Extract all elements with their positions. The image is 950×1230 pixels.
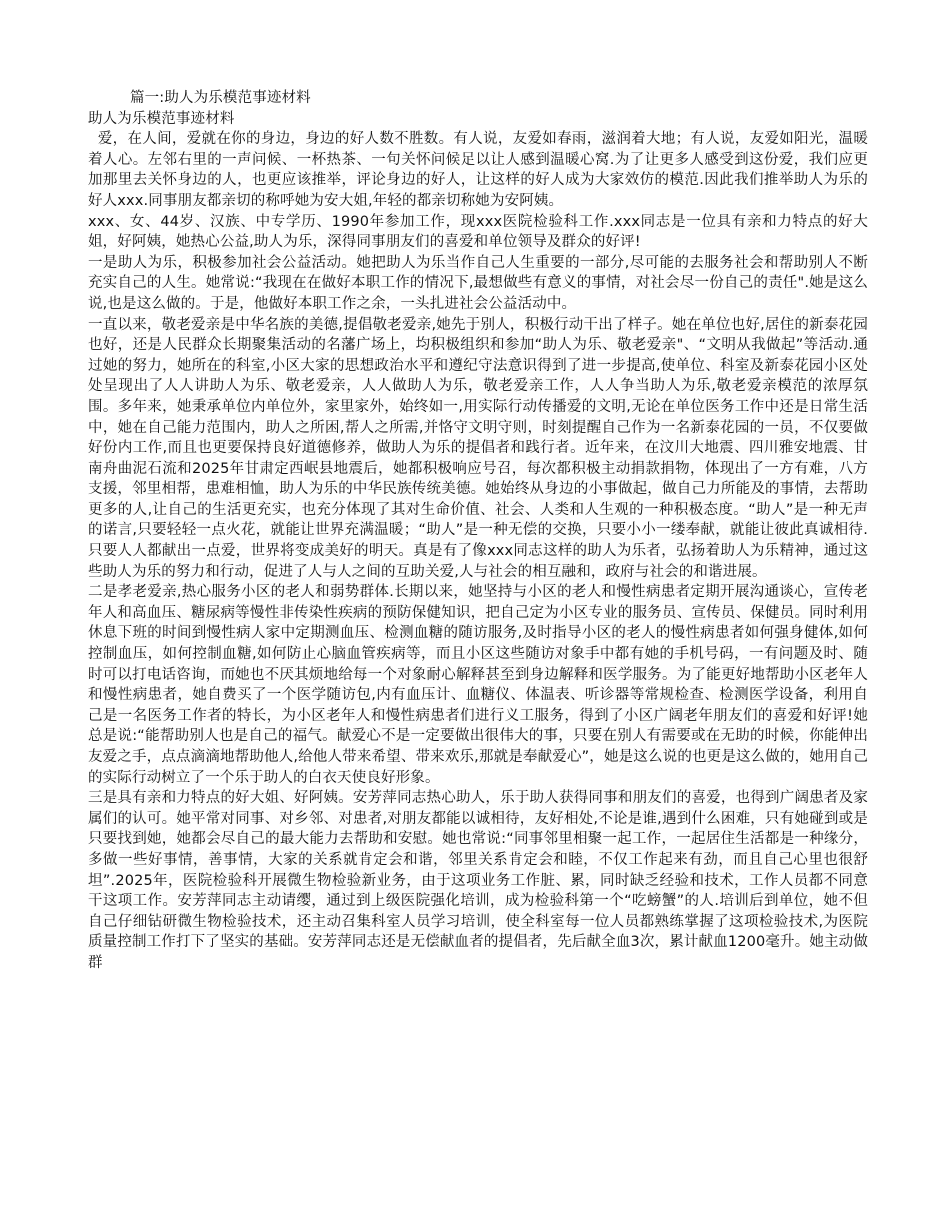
paragraph-intro: 爱，在人间，爱就在你的身边，身边的好人数不胜数。有人说，友爱如春雨，滋润着大地；有人说，友爱如阳光，温暖着人心。左邻右里的一声问候、一杯热茶、一句关怀问候足以让人感到温暖心窝.为了让更多人感受到这份爱，我们应更加那里去关怀身边的人，也更应该推举，评论身边的好人，让这样的好人成为大家效仿的模范.因此我们推举助人为乐的好人xxx.同事朋友都亲切的称呼她为安大姐,年轻的都亲切称她为安阿姨。 xyxy=(88,131,868,209)
document-body xyxy=(88,88,868,974)
document-heading: 篇一:助人为乐模范事迹材料 xyxy=(130,90,311,106)
paragraph-profile: xxx、女、44岁、汉族、中专学历、1990年参加工作，现xxx医院检验科工作.xxx同志是一位具有亲和力特点的好大姐，好阿姨，她热心公益,助人为乐，深得同事朋友们的喜爱和单位领导及群众的好评! xyxy=(88,213,868,251)
paragraph-section-two: 二是孝老爱亲,热心服务小区的老人和弱势群体.长期以来，她坚持与小区的老人和慢性病患者定期开展沟通谈心，宣传老年人和高血压、糖尿病等慢性非传染性疾病的预防保健知识，把自己定为小区专业的服务员、宣传员、保健员。同时利用休息下班的时间到慢性病人家中定期测血压、检测血糖的随访服务,及时指导小区的老人的慢性病患者如何强身健体,如何控制血压，如何控制血糖,如何防止心脑血管疾病等，而且小区这些随访对象手中都有她的手机号码，一有问题及时、随时可以打电话咨询，而她也不厌其烦地给每一个对象耐心解释甚至到身边解释和医学服务。为了能更好地帮助小区老年人和慢性病患者，她自费买了一个医学随访包,内有血压计、血糖仪、体温表、听诊器等常规检查、检测医学设备，利用自己是一名医务工作者的特长，为小区老年人和慢性病患者们进行义工服务，得到了小区广阔老年朋友们的喜爱和好评!她总是说:“能帮助别人也是自己的福气。献爱心不是一定要做出很伟大的事，只要在别人有需要或在无助的时候，你能伸出友爱之手，点点滴滴地帮助他人,给他人带来希望、带来欢乐,那就是奉献爱心”，她是这么说的也更是这么做的，她用自己的实际行动树立了一个乐于助人的白衣天使良好形象。 xyxy=(88,584,868,786)
paragraph-section-one: 一是助人为乐，积极参加社会公益活动。她把助人为乐当作自己人生重要的一部分,尽可能的去服务社会和帮助别人不断充实自己的人生。她常说:“我现在在做好本职工作的情况下,最想做些有意义的事情，对社会尽一份自己的责任".她是这么说,也是这么做的。于是，他做好本职工作之余，一头扎进社会公益活动中。 xyxy=(88,254,868,312)
document-subheading: 助人为乐模范事迹材料 xyxy=(88,110,235,127)
paragraph-section-three: 三是具有亲和力特点的好大姐、好阿姨。安芳萍同志热心助人，乐于助人获得同事和朋友们的喜爱，也得到广阔患者及家属们的认可。她平常对同事、对乡邻、对患者,对朋友都能以诚相待，友好相处,不论是谁,遇到什么困难，只有她碰到或是只要找到她，她都会尽自己的最大能力去帮助和安慰。她也常说:“同事邻里相聚一起工作，一起居住生活都是一种缘分，多做一些好事情，善事情，大家的关系就肯定会和谐，邻里关系肯定会和睦，不仅工作起来有劲，而且自己心里也很舒坦”.2025年，医院检验科开展微生物检验新业务，由于这项业务工作脏、累，同时缺乏经验和技术，工作人员都不同意干这项工作。安芳萍同志主动请缨，通过到上级医院强化培训，成为检验科第一个“吃螃蟹”的人.培训后到单位，她不但自己仔细钻研微生物检验技术，还主动召集科室人员学习培训，使全科室每一位人员都熟练掌握了这项检验技术,为医院质量控制工作打下了坚实的基础。安芳萍同志还是无偿献血者的提倡者，先后献全血3次，累计献血1200毫升。她主动做群 xyxy=(88,790,868,971)
paragraph-section-one-detail: 一直以来，敬老爱亲是中华名族的美德,提倡敬老爱亲,她先于别人，积极行动干出了样子。她在单位也好,居住的新泰花园也好，还是人民群众长期聚集活动的名藩广场上，均积极组织和参加“助人为乐、敬老爱亲"、“文明从我做起”等活动.通过她的努力，她所在的科室,小区大家的思想政治水平和遵纪守法意识得到了进一步提高,使单位、科室及新泰花园小区处处呈现出了人人讲助人为乐、敬老爱亲，人人做助人为乐，敬老爱亲工作，人人争当助人为乐,敬老爱亲模范的浓厚氛围。多年来，她秉承单位内单位外，家里家外，始终如一,用实际行动传播爱的文明,无论在单位医务工作中还是日常生活中，她在自己能力范围内，助人之所困,帮人之所需,并恪守文明守则，时刻提醒自己作为一名新泰花园的一员，不仅要做好份内工作,而且也更要保持良好道德修养，做助人为乐的提倡者和践行者。近年来，在汶川大地震、四川雅安地震、甘南舟曲泥石流和2025年甘肃定西岷县地震后，她都积极响应号召，每次都积极主动捐款捐物，体现出了一方有难，八方支援，邻里相帮，患难相恤，助人为乐的中华民族传统美德。她始终从身边的小事做起，做自己力所能及的事情，去帮助更多的人,让自己的生活更充实，也充分体现了其对生命价值、社会、人类和人生观的一种积极态度。“助人”是一种无声的诺言,只要轻轻一点火花，就能让世界充满温暖；“助人”是一种无偿的交换，只要小小一缕奉献，就能让彼此真诚相待.只要人人都献出一点爱，世界将变成美好的明天。真是有了像xxx同志这样的助人为乐者，弘扬着助人为乐精神，通过这些助人为乐的努力和行动，促进了人与人之间的互助关爱,人与社会的相互融和，政府与社会的和谐进展。 xyxy=(88,316,868,580)
